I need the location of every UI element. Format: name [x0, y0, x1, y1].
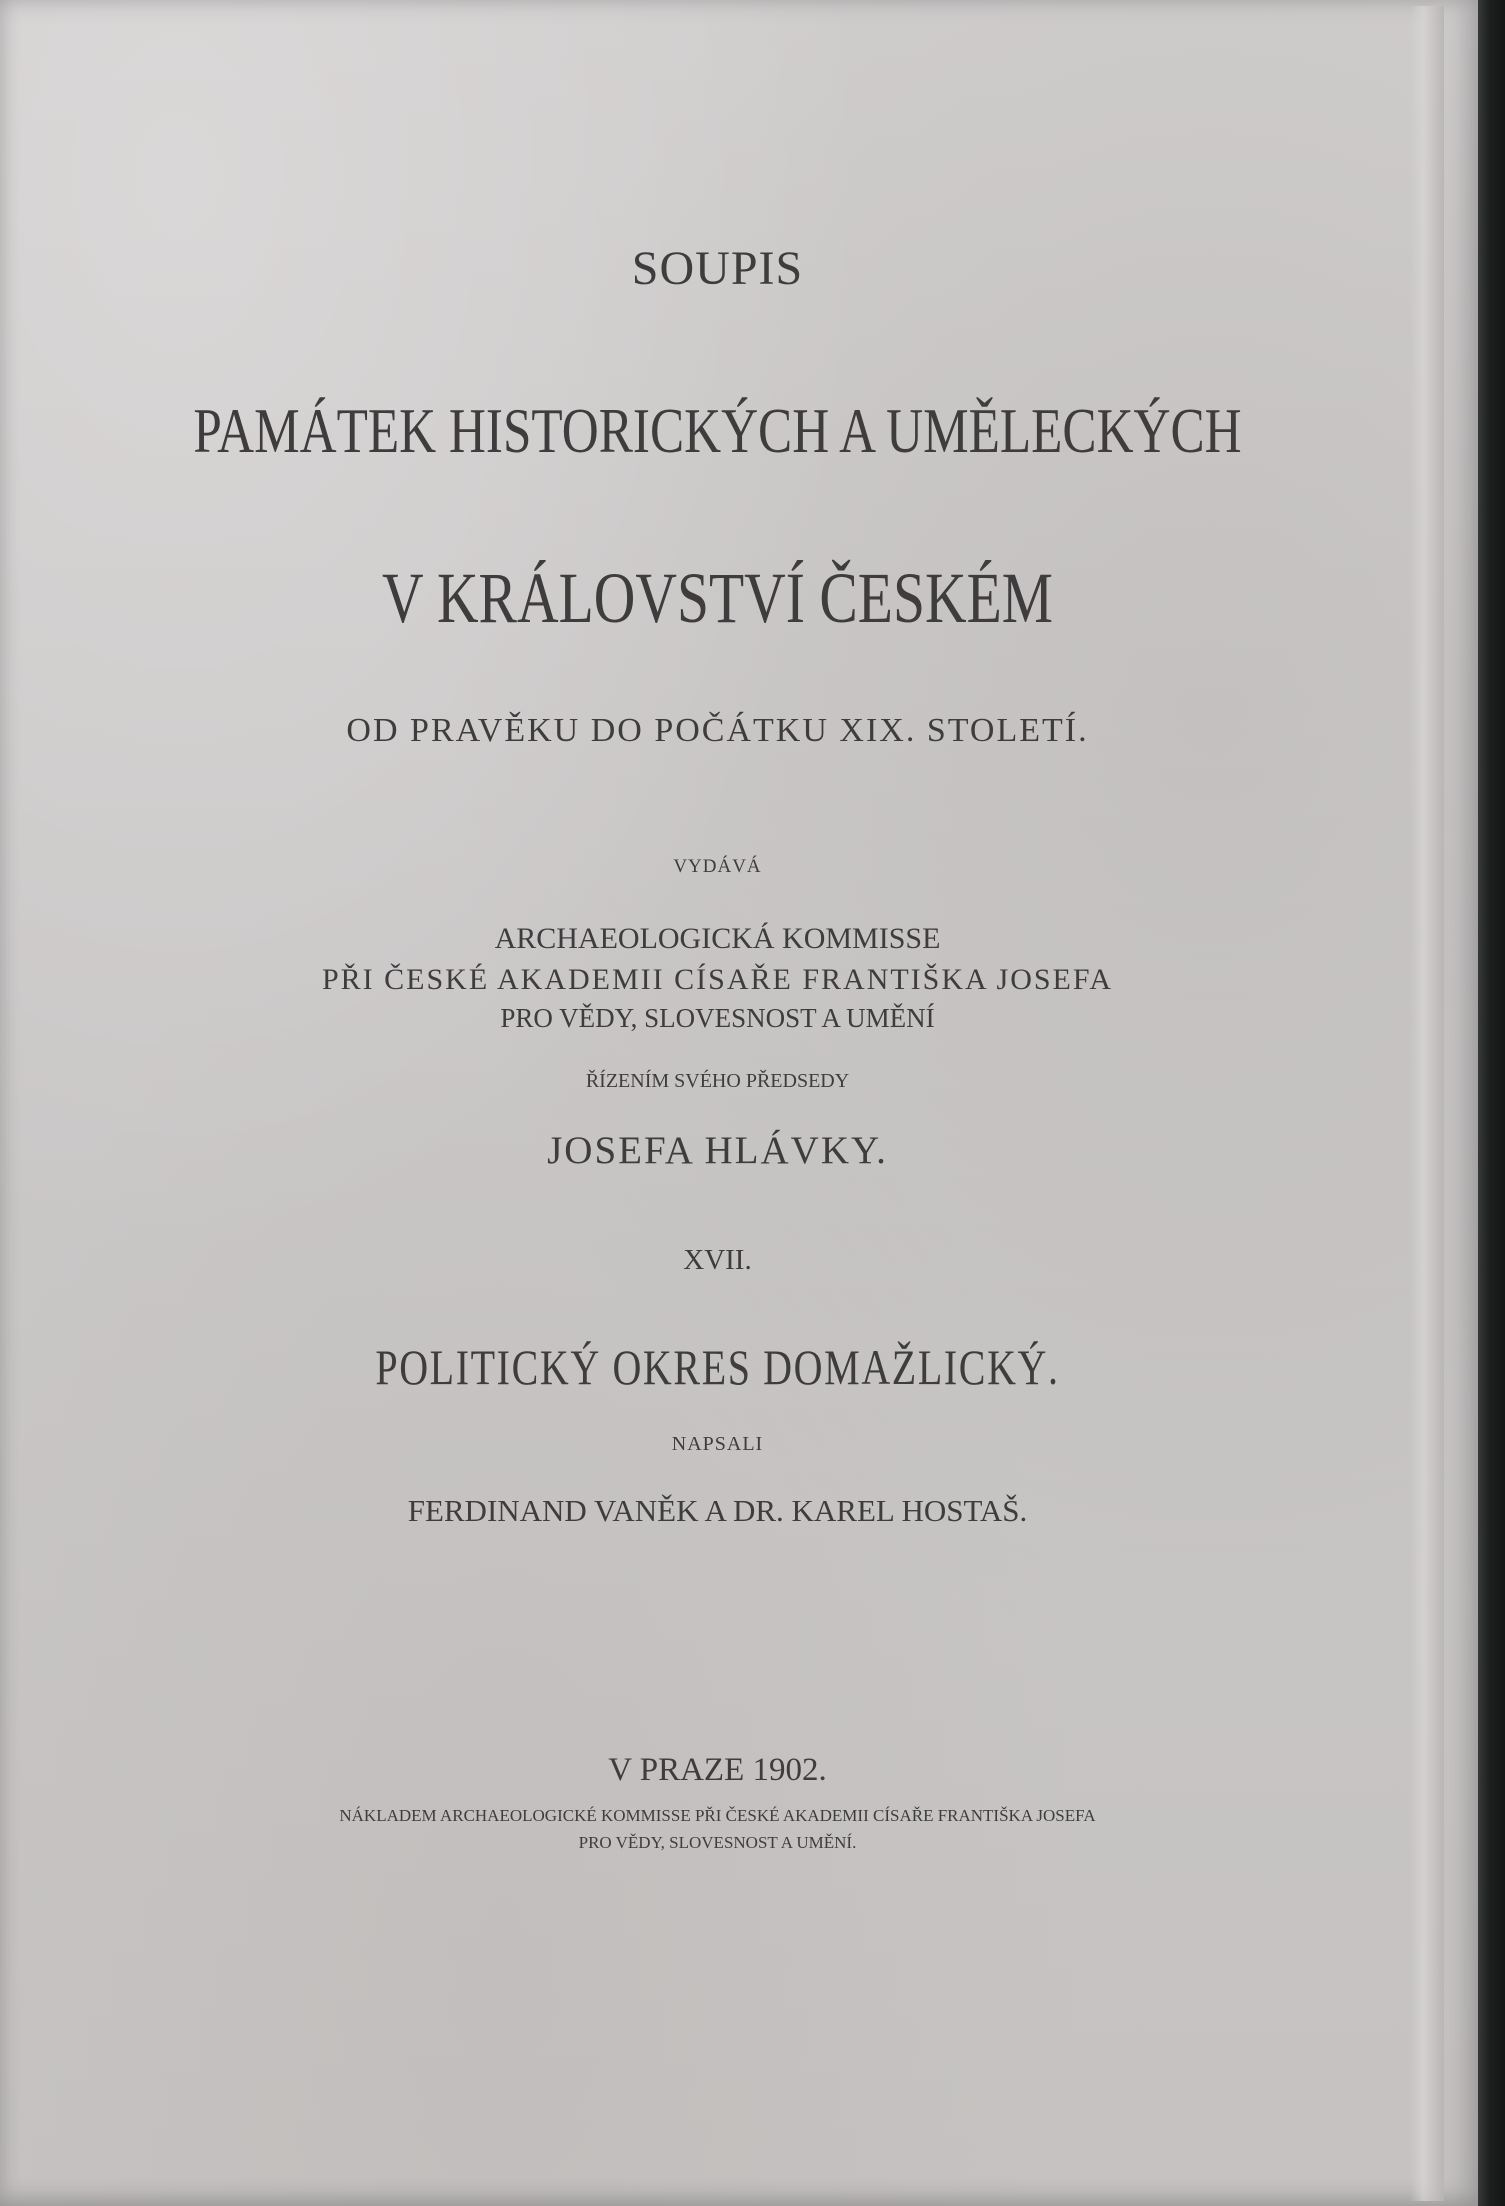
- scan-background-edge: [1475, 0, 1505, 2206]
- district-title: POLITICKÝ OKRES DOMAŽLICKÝ.: [375, 1339, 1060, 1395]
- page-edge-shadow: [1410, 6, 1444, 2201]
- direction-line: ŘÍZENÍM SVÉHO PŘEDSEDY: [585, 1070, 850, 1092]
- imprint-line-2: PRO VĚDY, SLOVESNOST A UMĚNÍ.: [578, 1833, 857, 1852]
- main-title-line-2: V KRÁLOVSTVÍ ČESKÉM: [382, 558, 1053, 638]
- publisher-intro: VYDÁVÁ: [673, 856, 762, 877]
- main-title-line-1: PAMÁTEK HISTORICKÝCH A UMĚLECKÝCH: [193, 395, 1242, 466]
- authors: FERDINAND VANĚK A DR. KAREL HOSTAŠ.: [407, 1493, 1028, 1528]
- imprint: V PRAZE 1902.: [608, 1752, 827, 1788]
- subtitle: OD PRAVĚKU DO POČÁTKU XIX. STOLETÍ.: [346, 712, 1089, 749]
- imprint-line-1: NÁKLADEM ARCHAEOLOGICKÉ KOMMISSE PŘI ČESKÉ AKADEMII CÍSAŘE FRANTIŠKA JOSEFA: [339, 1806, 1096, 1825]
- chair-name: JOSEFA HLÁVKY.: [547, 1129, 888, 1172]
- authors-intro: NAPSALI: [671, 1433, 764, 1455]
- volume-number: XVII.: [683, 1244, 752, 1276]
- publisher-line-3: PRO VĚDY, SLOVESNOST A UMĚNÍ: [500, 1003, 935, 1033]
- publisher-line-1: ARCHAEOLOGICKÁ KOMMISSE: [494, 922, 941, 955]
- series-title: SOUPIS: [631, 242, 804, 295]
- publisher-line-2: PŘI ČESKÉ AKADEMII CÍSAŘE FRANTIŠKA JOSEFA: [321, 963, 1114, 996]
